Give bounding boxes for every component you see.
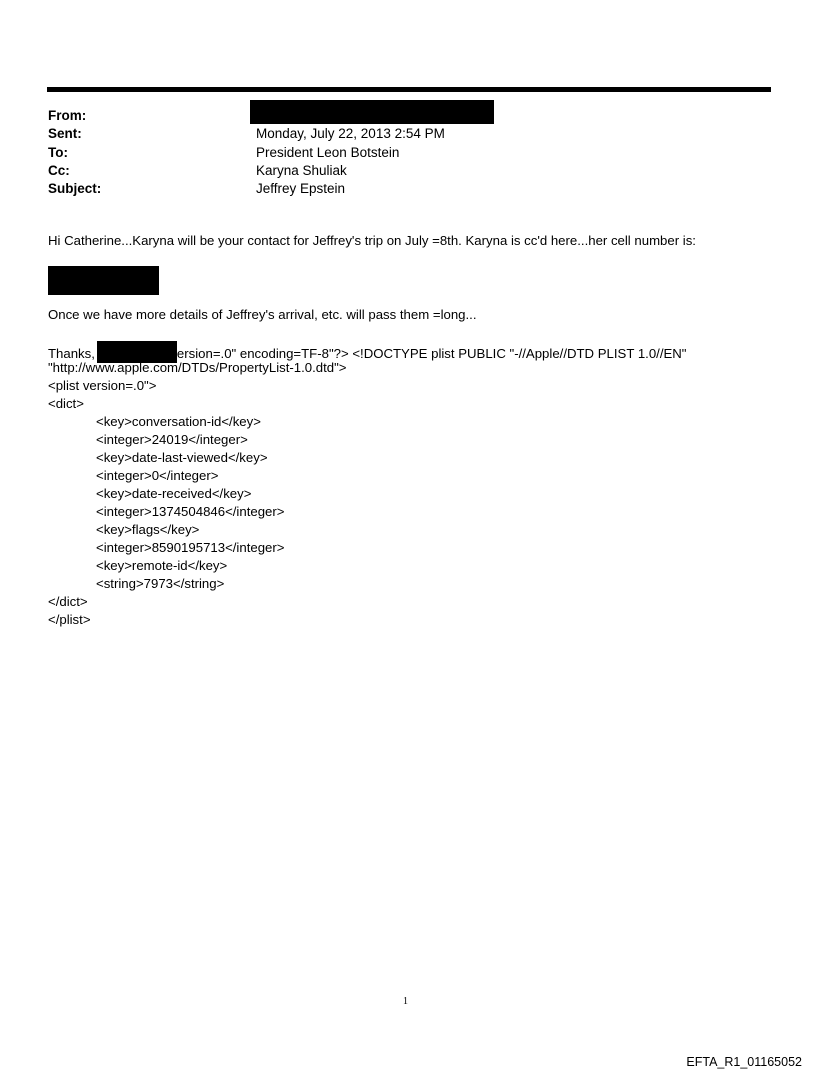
dict-entry: <integer>24019</integer> [96, 432, 248, 447]
thanks-line [48, 341, 686, 359]
xml-line: "http://www.apple.com/DTDs/PropertyList-1.0.dtd"> [48, 360, 347, 375]
to-row [48, 144, 748, 162]
dict-entry: <key>remote-id</key> [96, 558, 228, 573]
dict-entry: <key>date-last-viewed</key> [96, 450, 268, 465]
from-row [48, 107, 748, 125]
xml-closing-line: </dict> [48, 594, 88, 609]
to-label: To: [48, 144, 68, 160]
cc-label: Cc: [48, 162, 70, 178]
from-label: From: [48, 108, 87, 123]
xml-declaration-rest: ersion=.0" encoding=TF-8"?> <!DOCTYPE plist PUBLIC "-//Apple//DTD PLIST 1.0//EN" [176, 346, 687, 361]
email-header [48, 107, 748, 198]
plist-block [48, 341, 686, 629]
sent-row [48, 125, 748, 143]
dict-entry: <key>conversation-id</key> [96, 414, 261, 429]
xml-closing-line: </plist> [48, 612, 91, 627]
body-paragraph-2: Once we have more details of Jeffrey's arrival, etc. will pass them =long... [48, 307, 477, 322]
header-divider-rule [47, 87, 771, 92]
cc-row [48, 162, 748, 180]
body-paragraph-1: Hi Catherine...Karyna will be your contact for Jeffrey's trip on July =8th. Karyna is cc'd here...her cell number is: [48, 233, 696, 248]
thanks-prefix: Thanks, [48, 346, 95, 361]
cc-value: Karyna Shuliak [256, 162, 347, 178]
sent-value: Monday, July 22, 2013 2:54 PM [256, 126, 445, 142]
dict-entry: <string>7973</string> [96, 576, 225, 591]
subject-value: Jeffrey Epstein [256, 181, 346, 197]
dict-entry: <key>date-received</key> [96, 486, 252, 501]
to-value: President Leon Botstein [256, 144, 400, 160]
phone-redaction-bar [48, 266, 159, 295]
dict-entry: <integer>8590195713</integer> [96, 540, 285, 555]
subject-label: Subject: [48, 181, 102, 197]
dict-entry: <integer>0</integer> [96, 468, 219, 483]
xml-line: <dict> [48, 396, 84, 411]
sent-label: Sent: [48, 126, 82, 142]
dict-entry: <key>flags</key> [96, 522, 200, 537]
document-id: EFTA_R1_01165052 [686, 1055, 802, 1069]
xml-line: <plist version=.0"> [48, 378, 157, 393]
dict-entry: <integer>1374504846</integer> [96, 504, 285, 519]
subject-row [48, 180, 748, 198]
page-number: 1 [403, 996, 408, 1007]
